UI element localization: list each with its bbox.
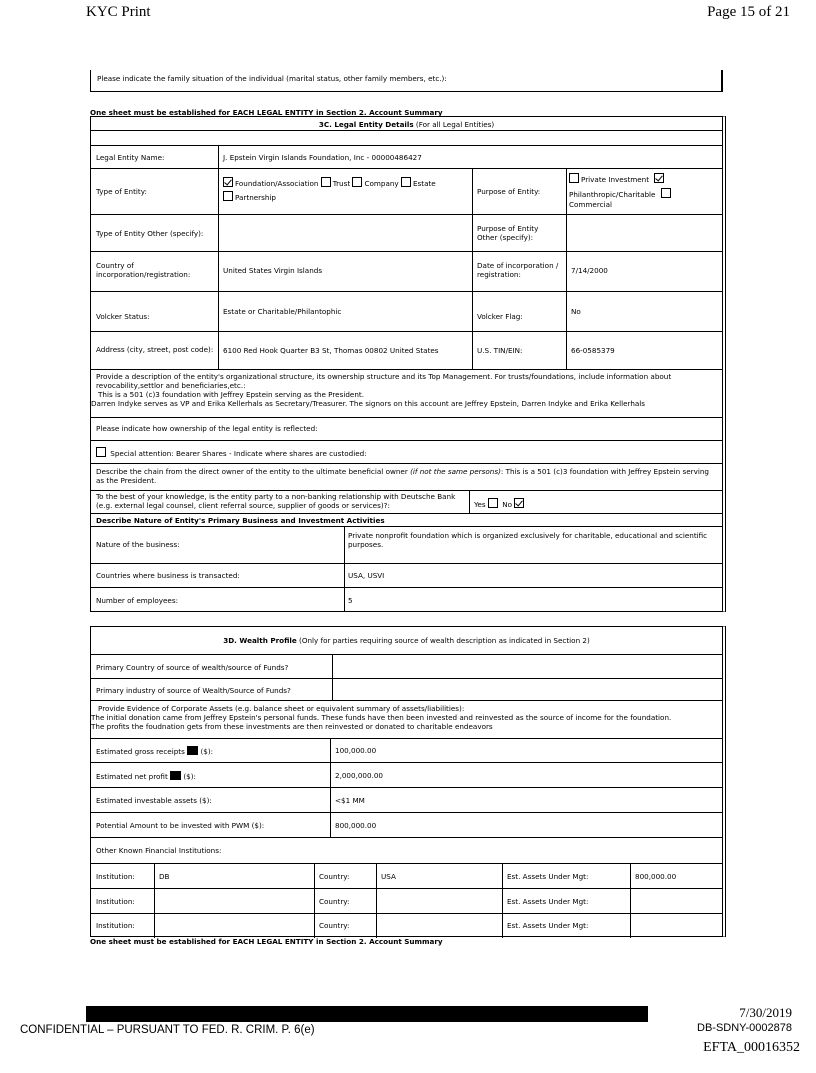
page-number: Page 15 of 21 <box>707 4 790 20</box>
purpose-option-private[interactable]: Private Investment <box>569 173 666 184</box>
checkbox-icon[interactable] <box>488 498 498 508</box>
countries-label: Countries where business is transacted: <box>96 571 240 580</box>
checkbox-icon[interactable] <box>569 173 579 183</box>
investable-assets-value: <$1 MM <box>335 796 365 805</box>
checkbox-icon[interactable] <box>352 177 362 187</box>
tin-value: 66-0585379 <box>571 346 615 355</box>
sheet-caption-top: One sheet must be established for EACH LEGAL ENTITY in Section 2. Account Summary <box>90 108 443 117</box>
employees-label: Number of employees: <box>96 596 179 605</box>
est-assets-label: Est. Assets Under Mgt: <box>507 897 589 906</box>
entity-type-options-row1 <box>223 177 436 188</box>
bates-number: DB-SDNY-0002878 <box>697 1022 792 1034</box>
net-profit-value: 2,000,000.00 <box>335 771 384 780</box>
redaction-bar <box>86 1006 648 1022</box>
structure-prompt: Provide a description of the entity's organizational structure, its ownership structure and its Top Management. For trusts/foundations, include information about revocability,settlor and beneficiaries,etc.: <box>96 372 672 390</box>
legal-entity-title: 3C. Legal Entity Details (For all Legal Entities) <box>318 120 495 129</box>
confidential-notice: CONFIDENTIAL – PURSUANT TO FED. R. CRIM. P. 6(e) <box>20 1024 315 1036</box>
evidence-prompt: Provide Evidence of Corporate Assets (e.g. balance sheet or equivalent summary of assets/liabilities): <box>98 704 465 713</box>
date-label: Date of incorporation / registration: <box>477 261 559 279</box>
legal-entity-section <box>90 116 726 612</box>
option-foundation[interactable]: Foundation/Association <box>223 179 318 188</box>
footer-date: 7/30/2019 <box>739 1005 792 1020</box>
institution-country: USA <box>381 872 396 881</box>
potential-amount-label: Potential Amount to be invested with PWM ($): <box>96 821 265 830</box>
option-partnership[interactable]: Partnership <box>223 191 276 202</box>
entity-type-label: Type of Entity: <box>96 187 147 196</box>
institution-label: Institution: <box>96 872 135 881</box>
option-trust[interactable]: Trust <box>321 179 350 188</box>
checkbox-checked-icon[interactable] <box>223 177 233 187</box>
evidence-line-2: The profits the foudnation gets from these investments are then reinvested or donated to charitable endeavors <box>91 722 493 731</box>
option-company[interactable]: Company <box>352 179 398 188</box>
gross-receipts-label: Estimated gross receipts ($): <box>96 747 214 756</box>
chain-of-ownership: Describe the chain from the direct owner of the entity to the ultimate beneficial owner (if not the same persons): This is a 501 (c)3 foundation with Jeffrey Epstein serving as the President. <box>96 467 709 485</box>
address-value: 6100 Red Hook Quarter B3 St, Thomas 00802 United States <box>223 346 439 355</box>
entity-name-label: Legal Entity Name: <box>96 153 165 162</box>
volcker-status-label: Volcker Status: <box>96 312 150 321</box>
option-estate[interactable]: Estate <box>401 179 436 188</box>
other-fi-label: Other Known Financial Institutions: <box>96 846 222 855</box>
type-other-label: Type of Entity Other (specify): <box>96 229 204 238</box>
checkbox-checked-icon[interactable] <box>514 498 524 508</box>
sheet-caption-bottom: One sheet must be established for EACH LEGAL ENTITY in Section 2. Account Summary <box>90 937 443 946</box>
primary-country-label: Primary Country of source of wealth/source of Funds? <box>96 663 289 672</box>
wealth-profile-title: 3D. Wealth Profile (Only for parties requiring source of wealth description as indicated in Section 2) <box>223 636 590 645</box>
tin-label: U.S. TIN/EIN: <box>477 346 523 355</box>
checkbox-checked-icon[interactable] <box>654 173 664 183</box>
evidence-line-1: The initial donation came from Jeffrey Epstein's personal funds. These funds have then been invested and reinvested as the source of income for the foundation. <box>91 713 672 722</box>
est-assets-label: Est. Assets Under Mgt: <box>507 872 589 881</box>
country-label: Country of incorporation/registration: <box>96 261 191 279</box>
country-label: Country: <box>319 897 350 906</box>
investable-assets-label: Estimated investable assets ($): <box>96 796 212 805</box>
checkbox-icon[interactable] <box>661 188 671 198</box>
purpose-other-label: Purpose of Entity Other (specify): <box>477 224 539 242</box>
net-profit-label: Estimated net profit ($): <box>96 772 196 781</box>
redaction-mark <box>187 746 198 755</box>
institution-label: Institution: <box>96 897 135 906</box>
countries-value: USA, USVI <box>348 571 385 580</box>
checkbox-icon[interactable] <box>96 447 106 457</box>
family-situation-box <box>90 70 723 92</box>
non-banking-answer: Yes No <box>474 498 526 509</box>
institution-assets: 800,000.00 <box>635 872 677 881</box>
checkbox-icon[interactable] <box>223 191 233 201</box>
redaction-mark <box>170 771 181 780</box>
est-assets-label: Est. Assets Under Mgt: <box>507 921 589 930</box>
purpose-option-commercial: Commercial <box>569 200 612 209</box>
institution-label: Institution: <box>96 921 135 930</box>
print-title: KYC Print <box>86 4 151 20</box>
country-value: United States Virgin Islands <box>223 266 323 275</box>
country-label: Country: <box>319 872 350 881</box>
volcker-flag-value: No <box>571 307 581 316</box>
employees-value: 5 <box>348 596 353 605</box>
structure-line-1: This is a 501 (c)3 foundation with Jeffrey Epstein serving as the President. <box>98 390 364 399</box>
nature-label: Nature of the business: <box>96 540 180 549</box>
potential-amount-value: 800,000.00 <box>335 821 377 830</box>
checkbox-icon[interactable] <box>401 177 411 187</box>
institution-name: DB <box>159 872 170 881</box>
volcker-flag-label: Volcker Flag: <box>477 312 523 321</box>
nature-value: Private nonprofit foundation which is organized exclusively for charitable, educational and scientific purposes. <box>348 531 708 549</box>
efta-number: EFTA_00016352 <box>703 1040 800 1055</box>
entity-name-value: J. Epstein Virgin Islands Foundation, Inc - 00000486427 <box>223 153 422 162</box>
wealth-profile-section <box>90 626 726 937</box>
structure-line-2: Darren Indyke serves as VP and Erika Kellerhals as Secretary/Treasurer. The signors on this account are Jeffrey Epstein, Darren Indyke and Erika Kellerhals <box>91 399 646 408</box>
primary-industry-label: Primary industry of source of Wealth/Source of Funds? <box>96 686 291 695</box>
bearer-shares-row: Special attention: Bearer Shares - Indicate where shares are custodied: <box>96 447 367 458</box>
gross-receipts-value: 100,000.00 <box>335 746 377 755</box>
purpose-label: Purpose of Entity: <box>477 187 541 196</box>
ownership-prompt: Please indicate how ownership of the legal entity is reflected: <box>96 424 318 433</box>
non-banking-prompt: To the best of your knowledge, is the entity party to a non-banking relationship with Deutsche Bank (e.g. external legal counsel, client referral source, supplier of goods or services)?: <box>96 492 456 510</box>
address-label: Address (city, street, post code): <box>96 345 214 354</box>
country-label: Country: <box>319 921 350 930</box>
purpose-option-philanthropic[interactable]: Philanthropic/Charitable <box>569 188 673 199</box>
date-value: 7/14/2000 <box>571 266 608 275</box>
checkbox-icon[interactable] <box>321 177 331 187</box>
volcker-status-value: Estate or Charitable/Philantophic <box>223 307 342 316</box>
family-situation-prompt: Please indicate the family situation of the individual (marital status, other family members, etc.): <box>97 74 447 83</box>
nature-heading: Describe Nature of Entity's Primary Business and Investment Activities <box>96 516 385 525</box>
